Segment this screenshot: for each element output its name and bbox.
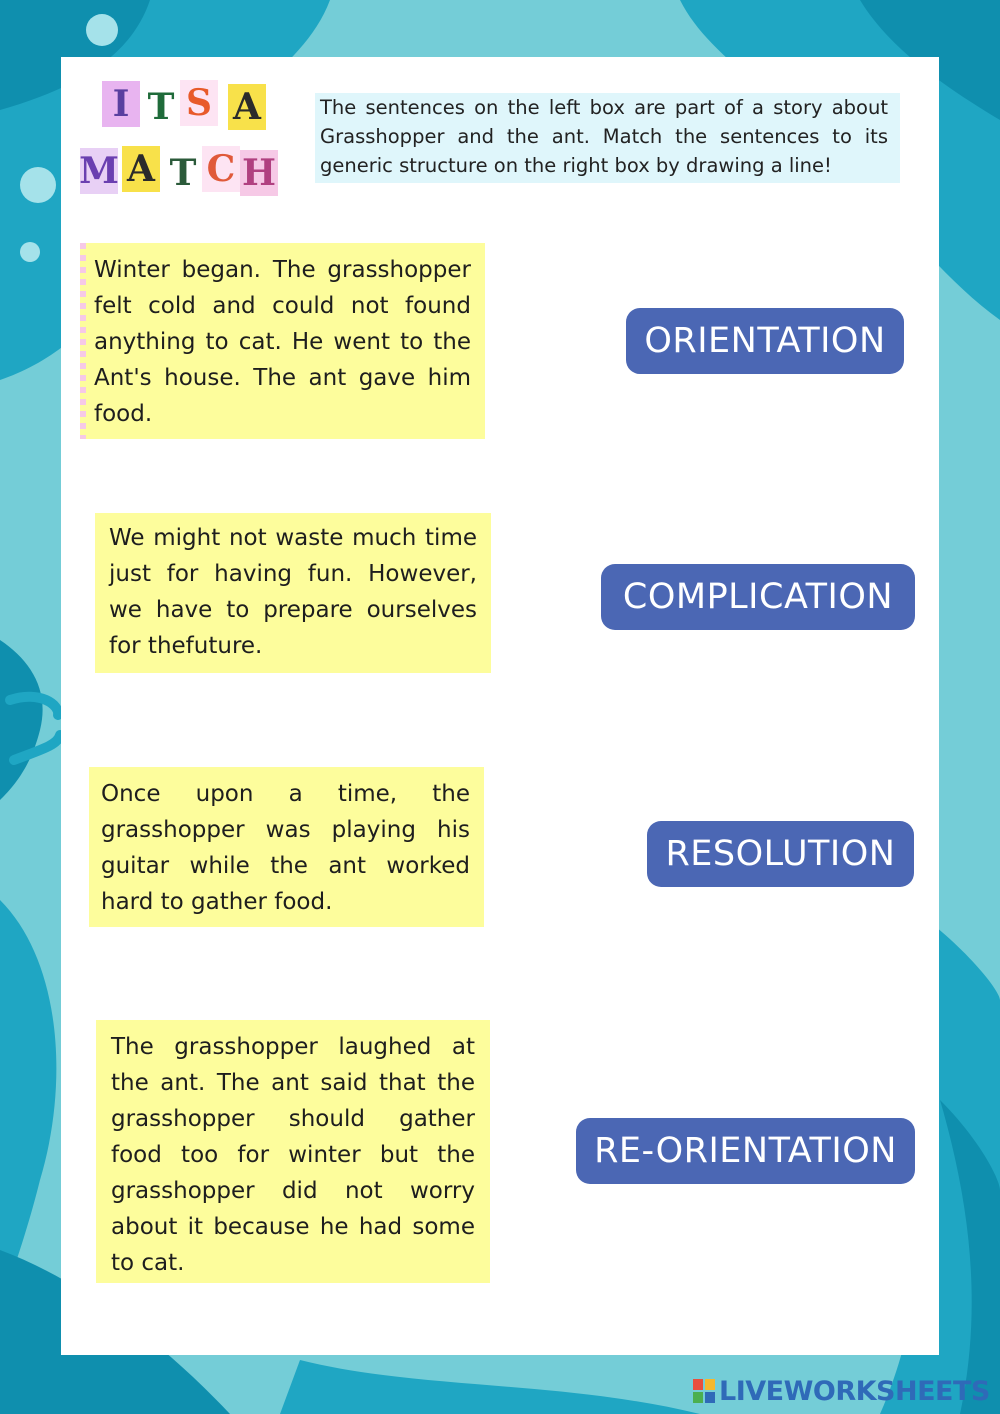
title-letter: A [122, 146, 160, 192]
liveworksheets-logo[interactable] [693, 1375, 990, 1407]
title-letter: T [142, 84, 180, 130]
title-letter: T [164, 150, 202, 196]
story-box-3[interactable]: Once upon a time, the grasshopper was playing his guitar while the ant worked hard to gather food. [89, 767, 484, 927]
story-box-2[interactable]: We might not waste much time just for having fun. However, we have to prepare ourselves for thefuture. [95, 513, 491, 673]
title-letter: H [241, 152, 276, 194]
title-letter: C [202, 146, 240, 192]
instructions-text: The sentences on the left box are part of a story about Grasshopper and the ant. Match the sentences to its generic structure on the right box by drawing a line! [315, 93, 900, 183]
label-complication[interactable]: COMPLICATION [601, 564, 915, 630]
label-resolution[interactable]: RESOLUTION [647, 821, 914, 887]
title-letter: M [79, 150, 119, 192]
liveworksheets-brand: LIVEWORKSHEETS [719, 1375, 990, 1407]
title-letter: S [180, 80, 218, 126]
label-re-orientation[interactable]: RE-ORIENTATION [576, 1118, 915, 1184]
liveworksheets-logo-icon [693, 1379, 715, 1403]
title-letter: A [228, 84, 266, 130]
story-box-4[interactable]: The grasshopper laughed at the ant. The ant said that the grasshopper should gather food too for winter but the grasshopper did not worry about it because he had some to cat. [96, 1020, 490, 1283]
title-letter: I [102, 81, 140, 127]
title-its-a-match [80, 78, 280, 198]
story-box-1[interactable]: Winter began. The grasshopper felt cold and could not found anything to cat. He went to the Ant's house. The ant gave him food. [80, 243, 485, 439]
label-orientation[interactable]: ORIENTATION [626, 308, 904, 374]
